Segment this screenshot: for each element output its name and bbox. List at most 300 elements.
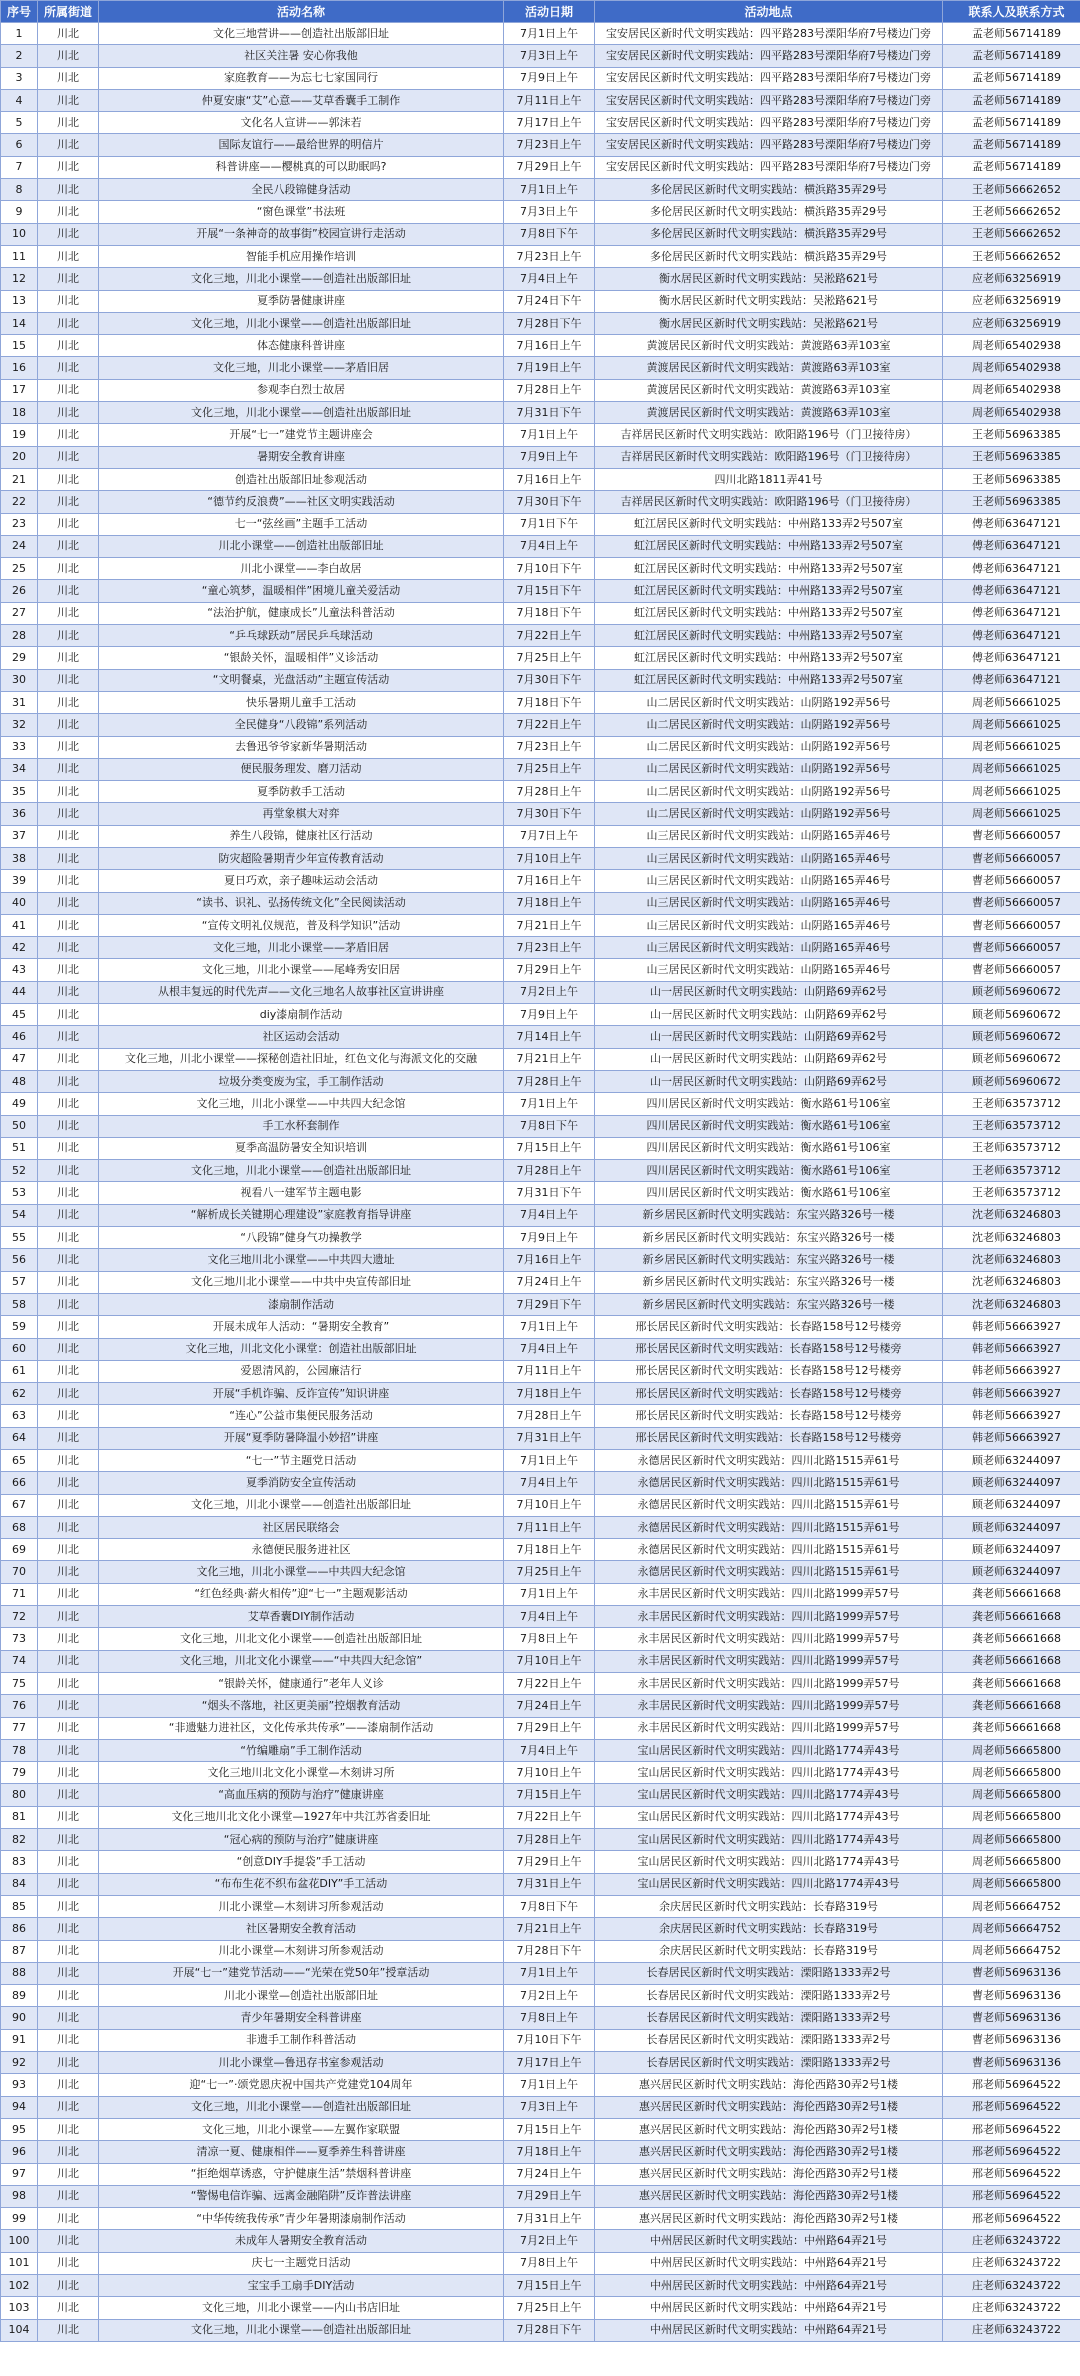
cell-activity-date: 7月10日上午: [504, 1762, 595, 1784]
cell-contact: 邢老师56964522: [943, 2141, 1080, 2163]
cell-activity-location: 新乡居民区新时代文明实践站：东宝兴路326号一楼: [595, 1249, 943, 1271]
cell-index: 5: [1, 112, 38, 134]
cell-activity-location: 新乡居民区新时代文明实践站：东宝兴路326号一楼: [595, 1271, 943, 1293]
cell-activity-location: 余庆居民区新时代文明实践站：长春路319号: [595, 1918, 943, 1940]
cell-activity-location: 惠兴居民区新时代文明实践站：海伦西路30弄2号1楼: [595, 2074, 943, 2096]
cell-activity-location: 宝安居民区新时代文明实践站：四平路283号溧阳华府7号楼边门旁: [595, 112, 943, 134]
table-row: [1, 2185, 1080, 2207]
cell-activity-date: 7月16日上午: [504, 870, 595, 892]
cell-district: 川北: [38, 89, 99, 111]
cell-activity-date: 7月1日上午: [504, 179, 595, 201]
cell-activity-location: 永德居民区新时代文明实践站：四川北路1515弄61号: [595, 1450, 943, 1472]
cell-district: 川北: [38, 2074, 99, 2096]
cell-contact: 周老师56664752: [943, 1918, 1080, 1940]
cell-activity-name: 未成年人暑期安全教育活动: [99, 2230, 504, 2252]
table-row: [1, 914, 1080, 936]
table-row: [1, 1115, 1080, 1137]
cell-activity-name: “银龄关怀，温暖相伴”义诊活动: [99, 647, 504, 669]
cell-activity-name: 社区关注暑 安心你我他: [99, 45, 504, 67]
cell-contact: 韩老师56663927: [943, 1427, 1080, 1449]
cell-district: 川北: [38, 691, 99, 713]
cell-index: 89: [1, 1985, 38, 2007]
cell-activity-date: 7月1日上午: [504, 1450, 595, 1472]
cell-contact: 顾老师63244097: [943, 1472, 1080, 1494]
cell-activity-location: 虹江居民区新时代文明实践站：中州路133弄2号507室: [595, 669, 943, 691]
cell-activity-location: 邢长居民区新时代文明实践站：长春路158号12号楼旁: [595, 1427, 943, 1449]
cell-index: 94: [1, 2096, 38, 2118]
cell-activity-name: 文化三地，川北文化小课堂：创造社出版部旧址: [99, 1338, 504, 1360]
cell-district: 川北: [38, 714, 99, 736]
cell-activity-location: 中州居民区新时代文明实践站：中州路64弄21号: [595, 2252, 943, 2274]
cell-contact: 王老师56662652: [943, 223, 1080, 245]
cell-district: 川北: [38, 1762, 99, 1784]
cell-activity-location: 中州居民区新时代文明实践站：中州路64弄21号: [595, 2297, 943, 2319]
cell-district: 川北: [38, 1450, 99, 1472]
cell-index: 41: [1, 914, 38, 936]
cell-activity-name: 文化三地，川北小课堂——中共四大纪念馆: [99, 1561, 504, 1583]
cell-activity-date: 7月8日上午: [504, 1628, 595, 1650]
cell-contact: 韩老师56663927: [943, 1316, 1080, 1338]
cell-index: 56: [1, 1249, 38, 1271]
cell-activity-name: 夏季防救手工活动: [99, 781, 504, 803]
cell-activity-name: “德节约反浪费”——社区文明实践活动: [99, 491, 504, 513]
cell-district: 川北: [38, 134, 99, 156]
table-row: [1, 1004, 1080, 1026]
cell-index: 103: [1, 2297, 38, 2319]
cell-activity-name: 开展“七一”建党节主题讲座会: [99, 424, 504, 446]
cell-contact: 周老师56665800: [943, 1851, 1080, 1873]
table-row: [1, 1739, 1080, 1761]
cell-activity-name: 文化三地，川北小课堂——创造社出版部旧址: [99, 312, 504, 334]
cell-activity-location: 黄渡居民区新时代文明实践站：黄渡路63弄103室: [595, 335, 943, 357]
cell-activity-name: 文化三地，川北小课堂——茅盾旧居: [99, 937, 504, 959]
cell-activity-name: 夏季防暑健康讲座: [99, 290, 504, 312]
cell-activity-name: 从根丰复远的时代先声——文化三地名人故事社区宣讲讲座: [99, 981, 504, 1003]
cell-activity-location: 山一居民区新时代文明实践站：山阴路69弄62号: [595, 1026, 943, 1048]
cell-activity-location: 山一居民区新时代文明实践站：山阴路69弄62号: [595, 1004, 943, 1026]
cell-contact: 周老师56665800: [943, 1829, 1080, 1851]
cell-activity-date: 7月4日上午: [504, 1739, 595, 1761]
cell-index: 49: [1, 1093, 38, 1115]
cell-contact: 傅老师63647121: [943, 602, 1080, 624]
cell-activity-date: 7月21日上午: [504, 914, 595, 936]
cell-activity-date: 7月3日上午: [504, 45, 595, 67]
table-row: [1, 758, 1080, 780]
cell-district: 川北: [38, 379, 99, 401]
table-row: [1, 134, 1080, 156]
cell-contact: 曹老师56963136: [943, 2007, 1080, 2029]
cell-district: 川北: [38, 1316, 99, 1338]
cell-activity-name: 川北小课堂—木刻讲习所参观活动: [99, 1940, 504, 1962]
cell-activity-date: 7月15日上午: [504, 1137, 595, 1159]
table-row: [1, 1985, 1080, 2007]
cell-district: 川北: [38, 1516, 99, 1538]
cell-district: 川北: [38, 1873, 99, 1895]
cell-activity-name: 川北小课堂—创造社出版部旧址: [99, 1985, 504, 2007]
table-row: [1, 156, 1080, 178]
cell-index: 29: [1, 647, 38, 669]
cell-activity-location: 虹江居民区新时代文明实践站：中州路133弄2号507室: [595, 602, 943, 624]
cell-index: 50: [1, 1115, 38, 1137]
cell-activity-name: diy漆扇制作活动: [99, 1004, 504, 1026]
cell-index: 9: [1, 201, 38, 223]
cell-activity-location: 宝安居民区新时代文明实践站：四平路283号溧阳华府7号楼边门旁: [595, 45, 943, 67]
cell-activity-date: 7月31日上午: [504, 2208, 595, 2230]
cell-contact: 曹老师56963136: [943, 2029, 1080, 2051]
cell-activity-name: “布布生花不织布盆花DIY”手工活动: [99, 1873, 504, 1895]
cell-activity-name: 川北小课堂—鲁迅存书室参观活动: [99, 2052, 504, 2074]
cell-activity-location: 山一居民区新时代文明实践站：山阴路69弄62号: [595, 1070, 943, 1092]
cell-contact: 曹老师56660057: [943, 825, 1080, 847]
cell-activity-location: 余庆居民区新时代文明实践站：长春路319号: [595, 1895, 943, 1917]
cell-index: 77: [1, 1717, 38, 1739]
cell-district: 川北: [38, 290, 99, 312]
cell-district: 川北: [38, 1739, 99, 1761]
cell-contact: 邢老师56964522: [943, 2163, 1080, 2185]
table-row: [1, 981, 1080, 1003]
table-row: [1, 1048, 1080, 1070]
cell-index: 78: [1, 1739, 38, 1761]
cell-activity-date: 7月24日上午: [504, 1271, 595, 1293]
cell-district: 川北: [38, 2297, 99, 2319]
cell-activity-name: 养生八段锦，健康社区行活动: [99, 825, 504, 847]
cell-activity-location: 宝山居民区新时代文明实践站：四川北路1774弄43号: [595, 1762, 943, 1784]
cell-contact: 王老师56662652: [943, 179, 1080, 201]
cell-activity-date: 7月18日上午: [504, 892, 595, 914]
cell-index: 80: [1, 1784, 38, 1806]
cell-district: 川北: [38, 580, 99, 602]
cell-district: 川北: [38, 335, 99, 357]
cell-district: 川北: [38, 156, 99, 178]
cell-activity-name: 川北小课堂—木刻讲习所参观活动: [99, 1895, 504, 1917]
cell-contact: 曹老师56963136: [943, 1962, 1080, 1984]
cell-contact: 孟老师56714189: [943, 45, 1080, 67]
cell-activity-location: 永德居民区新时代文明实践站：四川北路1515弄61号: [595, 1561, 943, 1583]
cell-activity-location: 吉祥居民区新时代文明实践站：欧阳路196号（门卫接待房）: [595, 424, 943, 446]
cell-activity-name: 文化三地营讲——创造社出版部旧址: [99, 23, 504, 45]
cell-activity-name: 防灾超险暑期青少年宣传教育活动: [99, 847, 504, 869]
cell-district: 川北: [38, 1851, 99, 1873]
cell-district: 川北: [38, 179, 99, 201]
cell-activity-name: 永德便民服务进社区: [99, 1539, 504, 1561]
cell-contact: 周老师65402938: [943, 402, 1080, 424]
table-row: [1, 513, 1080, 535]
cell-activity-date: 7月9日上午: [504, 446, 595, 468]
cell-contact: 邢老师56964522: [943, 2208, 1080, 2230]
cell-activity-location: 宝山居民区新时代文明实践站：四川北路1774弄43号: [595, 1784, 943, 1806]
table-row: [1, 223, 1080, 245]
cell-activity-name: “解析成长关键期心理建设”家庭教育指导讲座: [99, 1204, 504, 1226]
cell-index: 100: [1, 2230, 38, 2252]
cell-activity-name: “创意DIY手提袋”手工活动: [99, 1851, 504, 1873]
cell-activity-name: “非遗魅力进社区，文化传承共传承”——漆扇制作活动: [99, 1717, 504, 1739]
cell-index: 86: [1, 1918, 38, 1940]
cell-activity-date: 7月4日上午: [504, 535, 595, 557]
cell-district: 川北: [38, 803, 99, 825]
cell-index: 31: [1, 691, 38, 713]
table-row: [1, 2163, 1080, 2185]
cell-activity-name: 手工水杯套制作: [99, 1115, 504, 1137]
cell-contact: 孟老师56714189: [943, 23, 1080, 45]
cell-activity-name: 夏日巧欢，亲子趣味运动会活动: [99, 870, 504, 892]
cell-index: 93: [1, 2074, 38, 2096]
cell-activity-name: 非遗手工制作科普活动: [99, 2029, 504, 2051]
cell-activity-date: 7月16日上午: [504, 468, 595, 490]
cell-district: 川北: [38, 669, 99, 691]
cell-activity-location: 山一居民区新时代文明实践站：山阴路69弄62号: [595, 1048, 943, 1070]
cell-index: 43: [1, 959, 38, 981]
table-row: [1, 669, 1080, 691]
cell-activity-location: 多伦居民区新时代文明实践站：横浜路35弄29号: [595, 179, 943, 201]
cell-contact: 沈老师63246803: [943, 1271, 1080, 1293]
cell-district: 川北: [38, 1561, 99, 1583]
cell-contact: 顾老师63244097: [943, 1450, 1080, 1472]
cell-district: 川北: [38, 1182, 99, 1204]
cell-index: 34: [1, 758, 38, 780]
cell-activity-date: 7月3日上午: [504, 2096, 595, 2118]
cell-district: 川北: [38, 312, 99, 334]
cell-activity-location: 余庆居民区新时代文明实践站：长春路319号: [595, 1940, 943, 1962]
cell-activity-name: 文化三地，川北小课堂——创造社出版部旧址: [99, 268, 504, 290]
cell-index: 16: [1, 357, 38, 379]
cell-contact: 顾老师56960672: [943, 1026, 1080, 1048]
cell-activity-date: 7月1日上午: [504, 1093, 595, 1115]
cell-district: 川北: [38, 847, 99, 869]
table-row: [1, 602, 1080, 624]
cell-activity-date: 7月15日上午: [504, 2274, 595, 2296]
cell-contact: 周老师65402938: [943, 335, 1080, 357]
table-row: [1, 23, 1080, 45]
cell-activity-location: 衡水居民区新时代文明实践站：吴淞路621号: [595, 290, 943, 312]
cell-district: 川北: [38, 1048, 99, 1070]
cell-activity-name: “竹编雕扇”手工制作活动: [99, 1739, 504, 1761]
cell-index: 32: [1, 714, 38, 736]
cell-contact: 邢老师56964522: [943, 2074, 1080, 2096]
cell-activity-name: “中华传统我传承”青少年暑期漆扇制作活动: [99, 2208, 504, 2230]
table-row: [1, 1717, 1080, 1739]
cell-activity-date: 7月29日下午: [504, 1293, 595, 1315]
cell-index: 76: [1, 1695, 38, 1717]
cell-activity-location: 宝安居民区新时代文明实践站：四平路283号溧阳华府7号楼边门旁: [595, 23, 943, 45]
cell-district: 川北: [38, 736, 99, 758]
cell-activity-date: 7月18日下午: [504, 691, 595, 713]
cell-activity-date: 7月8日下午: [504, 223, 595, 245]
cell-activity-date: 7月2日上午: [504, 1985, 595, 2007]
cell-contact: 王老师63573712: [943, 1093, 1080, 1115]
cell-district: 川北: [38, 1271, 99, 1293]
header-activity-location: 活动地点: [595, 1, 943, 23]
table-row: [1, 1249, 1080, 1271]
cell-activity-location: 宝安居民区新时代文明实践站：四平路283号溧阳华府7号楼边门旁: [595, 134, 943, 156]
cell-index: 68: [1, 1516, 38, 1538]
cell-district: 川北: [38, 558, 99, 580]
cell-activity-location: 中州居民区新时代文明实践站：中州路64弄21号: [595, 2274, 943, 2296]
cell-activity-location: 山二居民区新时代文明实践站：山阴路192弄56号: [595, 714, 943, 736]
table-row: [1, 691, 1080, 713]
table-row: [1, 89, 1080, 111]
table-row: [1, 1561, 1080, 1583]
table-row: [1, 803, 1080, 825]
table-row: [1, 1851, 1080, 1873]
cell-index: 58: [1, 1293, 38, 1315]
cell-activity-location: 永丰居民区新时代文明实践站：四川北路1999弄57号: [595, 1695, 943, 1717]
table-row: [1, 491, 1080, 513]
table-row: [1, 781, 1080, 803]
cell-index: 99: [1, 2208, 38, 2230]
table-row: [1, 1472, 1080, 1494]
cell-contact: 庄老师63243722: [943, 2274, 1080, 2296]
cell-index: 2: [1, 45, 38, 67]
table-row: [1, 1606, 1080, 1628]
table-row: [1, 2230, 1080, 2252]
cell-index: 33: [1, 736, 38, 758]
cell-activity-name: 川北小课堂——李白故居: [99, 558, 504, 580]
cell-contact: 周老师56664752: [943, 1940, 1080, 1962]
cell-contact: 龚老师56661668: [943, 1628, 1080, 1650]
cell-index: 82: [1, 1829, 38, 1851]
cell-activity-name: 去鲁迅爷爷家新华暑期活动: [99, 736, 504, 758]
cell-activity-location: 永德居民区新时代文明实践站：四川北路1515弄61号: [595, 1539, 943, 1561]
cell-activity-location: 多伦居民区新时代文明实践站：横浜路35弄29号: [595, 245, 943, 267]
cell-activity-name: 文化三地，川北小课堂——创造社出版部旧址: [99, 1160, 504, 1182]
cell-activity-date: 7月17日上午: [504, 2052, 595, 2074]
table-row: [1, 2118, 1080, 2140]
cell-district: 川北: [38, 112, 99, 134]
cell-index: 90: [1, 2007, 38, 2029]
cell-activity-location: 长春居民区新时代文明实践站：溧阳路1333弄2号: [595, 2029, 943, 2051]
cell-contact: 曹老师56660057: [943, 892, 1080, 914]
cell-contact: 孟老师56714189: [943, 112, 1080, 134]
table-row: [1, 870, 1080, 892]
cell-activity-date: 7月7日上午: [504, 825, 595, 847]
cell-district: 川北: [38, 23, 99, 45]
cell-activity-date: 7月24日上午: [504, 2163, 595, 2185]
cell-activity-location: 吉祥居民区新时代文明实践站：欧阳路196号（门卫接待房）: [595, 446, 943, 468]
table-header-row: [1, 1, 1080, 23]
cell-contact: 王老师56963385: [943, 491, 1080, 513]
table-row: [1, 1316, 1080, 1338]
header-contact: 联系人及联系方式: [943, 1, 1080, 23]
table-row: [1, 112, 1080, 134]
cell-index: 18: [1, 402, 38, 424]
cell-activity-date: 7月8日上午: [504, 2252, 595, 2274]
cell-activity-date: 7月31日下午: [504, 1182, 595, 1204]
cell-index: 53: [1, 1182, 38, 1204]
cell-activity-date: 7月1日上午: [504, 2074, 595, 2096]
cell-activity-name: 文化三地，川北小课堂——创造社出版部旧址: [99, 2319, 504, 2341]
cell-activity-name: “乒乓球跃动”居民乒乓球活动: [99, 625, 504, 647]
cell-contact: 应老师63256919: [943, 268, 1080, 290]
table-row: [1, 1895, 1080, 1917]
cell-activity-location: 山二居民区新时代文明实践站：山阴路192弄56号: [595, 803, 943, 825]
cell-index: 47: [1, 1048, 38, 1070]
cell-contact: 沈老师63246803: [943, 1249, 1080, 1271]
cell-activity-name: 参观李白烈士故居: [99, 379, 504, 401]
cell-district: 川北: [38, 1160, 99, 1182]
cell-activity-name: 青少年暑期安全科普讲座: [99, 2007, 504, 2029]
cell-activity-location: 衡水居民区新时代文明实践站：吴淞路621号: [595, 312, 943, 334]
cell-index: 87: [1, 1940, 38, 1962]
table-row: [1, 1427, 1080, 1449]
cell-district: 川北: [38, 2208, 99, 2230]
cell-activity-location: 四川居民区新时代文明实践站：衡水路61号106室: [595, 1182, 943, 1204]
cell-contact: 龚老师56661668: [943, 1650, 1080, 1672]
cell-activity-date: 7月4日上午: [504, 1338, 595, 1360]
cell-index: 57: [1, 1271, 38, 1293]
cell-district: 川北: [38, 1405, 99, 1427]
table-row: [1, 357, 1080, 379]
cell-activity-name: “童心筑梦，温暖相伴”困境儿童关爱活动: [99, 580, 504, 602]
cell-activity-location: 宝山居民区新时代文明实践站：四川北路1774弄43号: [595, 1873, 943, 1895]
cell-activity-name: 文化三地，川北小课堂——尾峰秀安旧居: [99, 959, 504, 981]
cell-district: 川北: [38, 937, 99, 959]
cell-activity-name: 文化三地川北文化小课堂—木刻讲习所: [99, 1762, 504, 1784]
cell-activity-location: 永德居民区新时代文明实践站：四川北路1515弄61号: [595, 1472, 943, 1494]
cell-contact: 孟老师56714189: [943, 89, 1080, 111]
cell-contact: 周老师65402938: [943, 357, 1080, 379]
cell-index: 19: [1, 424, 38, 446]
cell-activity-date: 7月1日上午: [504, 23, 595, 45]
cell-contact: 王老师56963385: [943, 424, 1080, 446]
table-row: [1, 2252, 1080, 2274]
cell-district: 川北: [38, 424, 99, 446]
cell-activity-date: 7月28日下午: [504, 1940, 595, 1962]
cell-contact: 傅老师63647121: [943, 513, 1080, 535]
cell-activity-location: 虹江居民区新时代文明实践站：中州路133弄2号507室: [595, 513, 943, 535]
cell-activity-location: 惠兴居民区新时代文明实践站：海伦西路30弄2号1楼: [595, 2163, 943, 2185]
cell-district: 川北: [38, 1650, 99, 1672]
cell-district: 川北: [38, 402, 99, 424]
cell-activity-location: 新乡居民区新时代文明实践站：东宝兴路326号一楼: [595, 1227, 943, 1249]
cell-contact: 曹老师56660057: [943, 937, 1080, 959]
cell-activity-name: 家庭教育——为忘七七家国同行: [99, 67, 504, 89]
cell-activity-date: 7月25日上午: [504, 758, 595, 780]
cell-index: 26: [1, 580, 38, 602]
cell-activity-name: “冠心病的预防与治疗”健康讲座: [99, 1829, 504, 1851]
cell-contact: 应老师63256919: [943, 290, 1080, 312]
cell-activity-location: 惠兴居民区新时代文明实践站：海伦西路30弄2号1楼: [595, 2141, 943, 2163]
cell-contact: 孟老师56714189: [943, 156, 1080, 178]
cell-activity-date: 7月25日上午: [504, 1561, 595, 1583]
table-row: [1, 1137, 1080, 1159]
cell-activity-name: 体态健康科普讲座: [99, 335, 504, 357]
cell-activity-name: 社区居民联络会: [99, 1516, 504, 1538]
cell-activity-name: 爱恩清风韵，公园廉洁行: [99, 1360, 504, 1382]
cell-activity-name: 文化三地，川北小课堂——左翼作家联盟: [99, 2118, 504, 2140]
cell-activity-name: 文化三地，川北小课堂——茅盾旧居: [99, 357, 504, 379]
cell-activity-location: 山三居民区新时代文明实践站：山阴路165弄46号: [595, 870, 943, 892]
cell-contact: 邢老师56964522: [943, 2096, 1080, 2118]
cell-activity-date: 7月21日上午: [504, 1918, 595, 1940]
cell-activity-location: 邢长居民区新时代文明实践站：长春路158号12号楼旁: [595, 1316, 943, 1338]
cell-activity-date: 7月15日下午: [504, 580, 595, 602]
cell-index: 61: [1, 1360, 38, 1382]
cell-activity-date: 7月10日上午: [504, 1650, 595, 1672]
table-row: [1, 424, 1080, 446]
cell-activity-name: 开展“一条神奇的故事街”校园宣讲行走活动: [99, 223, 504, 245]
cell-contact: 周老师56661025: [943, 736, 1080, 758]
cell-activity-name: 七一“弦丝画”主题手工活动: [99, 513, 504, 535]
cell-index: 45: [1, 1004, 38, 1026]
cell-contact: 曹老师56660057: [943, 959, 1080, 981]
cell-activity-name: 清凉一夏、健康相伴——夏季养生科普讲座: [99, 2141, 504, 2163]
cell-activity-date: 7月28日上午: [504, 1405, 595, 1427]
cell-district: 川北: [38, 513, 99, 535]
cell-activity-location: 虹江居民区新时代文明实践站：中州路133弄2号507室: [595, 625, 943, 647]
cell-activity-date: 7月4日上午: [504, 1606, 595, 1628]
cell-contact: 韩老师56663927: [943, 1405, 1080, 1427]
cell-activity-location: 永丰居民区新时代文明实践站：四川北路1999弄57号: [595, 1606, 943, 1628]
